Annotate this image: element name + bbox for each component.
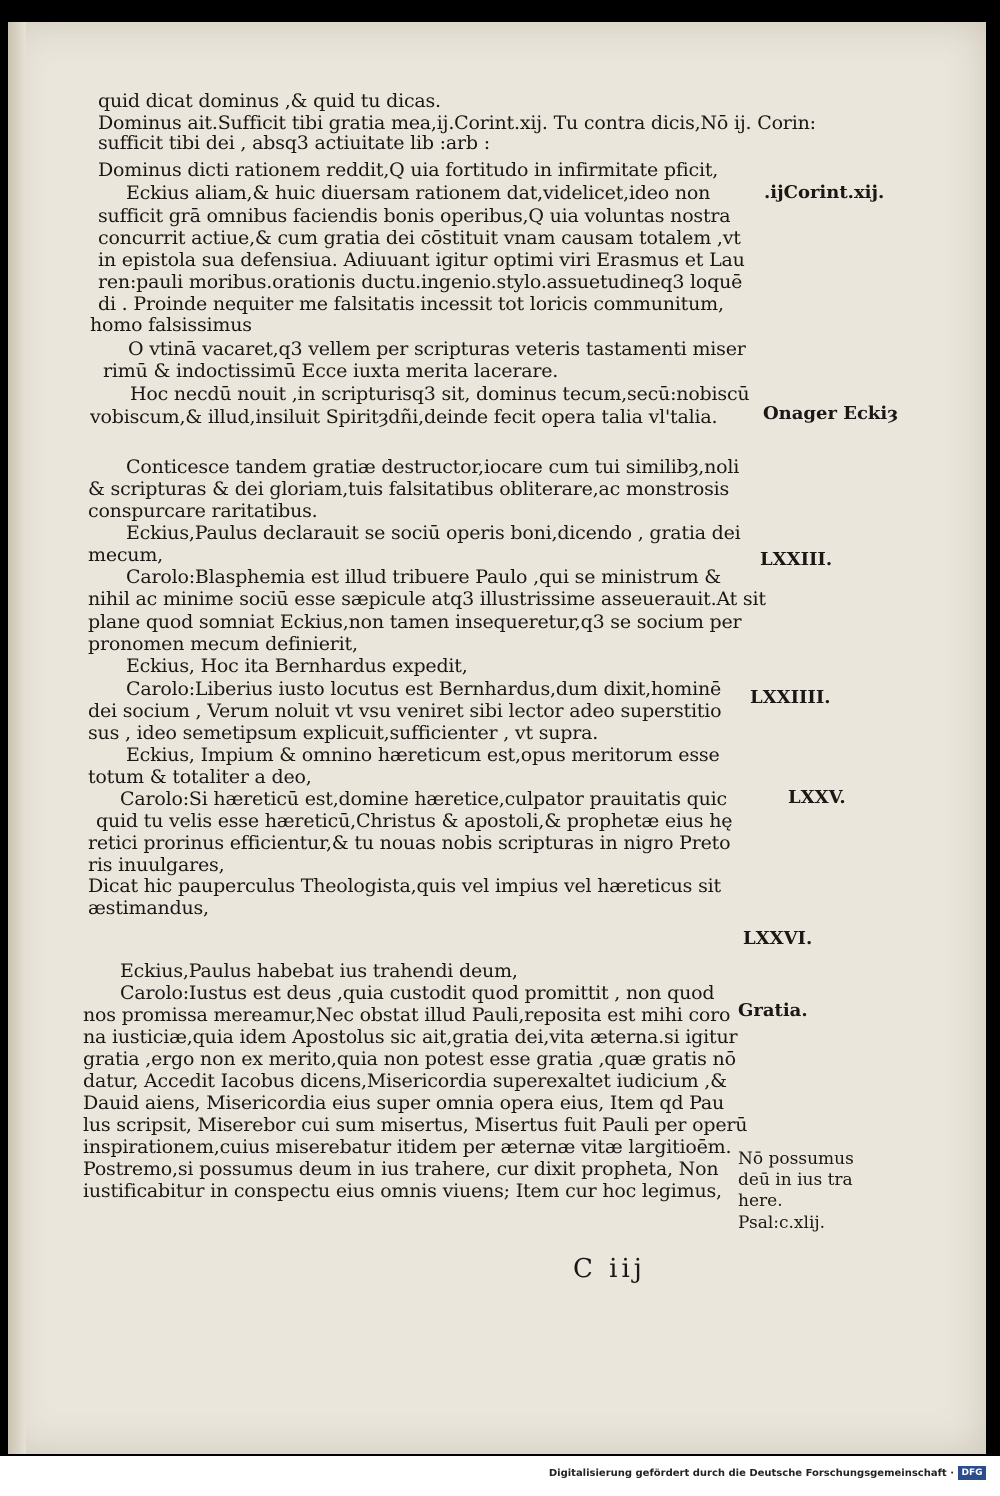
text-line: ren:pauli moribus.orationis ductu.ingenio.stylo.assuetudineq3 loquē bbox=[98, 271, 743, 293]
text-line: plane quod somniat Eckius,non tamen insequeretur,q3 se socium per bbox=[88, 611, 742, 633]
text-line: gratia ,ergo non ex merito,quia non potest esse gratia ,quæ gratis nō bbox=[83, 1048, 736, 1070]
margin-note: here. bbox=[738, 1191, 783, 1211]
text-line: Dominus ait.Sufficit tibi gratia mea,ij.Corint.xij. Tu contra dicis,Nō ij. Corin: bbox=[98, 112, 816, 134]
book-page bbox=[8, 22, 986, 1454]
text-line: Eckius,Paulus habebat ius trahendi deum, bbox=[120, 960, 518, 982]
margin-note: .ijCorint.xij. bbox=[764, 182, 885, 203]
text-line: totum & totaliter a deo, bbox=[88, 766, 312, 788]
margin-note: LXXVI. bbox=[743, 928, 813, 949]
text-line: & scripturas & dei gloriam,tuis falsitatibus obliterare,ac monstrosis bbox=[88, 478, 730, 500]
text-line: nihil ac minime sociū esse sæpicule atq3 illustrissime asseuerauit.At sit bbox=[88, 588, 766, 610]
margin-note: deū in ius tra bbox=[738, 1170, 853, 1190]
text-line: Dicat hic pauperculus Theologista,quis vel impius vel hæreticus sit bbox=[88, 875, 721, 897]
text-line: Carolo:Blasphemia est illud tribuere Paulo ,qui se ministrum & bbox=[126, 566, 721, 588]
text-line: pronomen mecum definierit, bbox=[88, 633, 358, 655]
text-line: ris inuulgares, bbox=[88, 854, 225, 876]
text-line: Postremo,si possumus deum in ius trahere, cur dixit propheta, Non bbox=[83, 1158, 719, 1180]
text-line: iustificabitur in conspectu eius omnis viuens; Item cur hoc legimus, bbox=[83, 1180, 722, 1202]
text-line: nos promissa mereamur,Nec obstat illud Pauli,reposita est mihi coro bbox=[83, 1004, 731, 1026]
text-line: Carolo:Si hæreticū est,domine hæretice,culpator prauitatis quic bbox=[120, 788, 727, 810]
text-line: rimū & indoctissimū Ecce iuxta merita lacerare. bbox=[103, 360, 559, 382]
text-line: quid dicat dominus ,& quid tu dicas. bbox=[98, 90, 441, 112]
text-line: Eckius,Paulus declarauit se sociū operis boni,dicendo , gratia dei bbox=[126, 522, 741, 544]
text-line: concurrit actiue,& cum gratia dei cōstituit vnam causam totalem ,vt bbox=[98, 227, 741, 249]
text-line: Eckius aliam,& huic diuersam rationem dat,videlicet,ideo non bbox=[126, 182, 711, 204]
dfg-logo: DFG bbox=[958, 1466, 986, 1480]
signature-mark: C iij bbox=[573, 1254, 646, 1284]
text-line: vobiscum,& illud,insiluit Spiritȝdñi,deinde fecit opera talia vl'talia. bbox=[90, 406, 718, 428]
text-line: dei socium , Verum noluit vt vsu veniret sibi lector adeo superstitio bbox=[88, 700, 722, 722]
footer-bar bbox=[0, 1456, 1000, 1496]
text-line: Dominus dicti rationem reddit,Q uia fortitudo in infirmitate pficit, bbox=[98, 159, 719, 181]
text-line: na iusticiæ,quia idem Apostolus sic ait,gratia dei,vita æterna.si igitur bbox=[83, 1026, 738, 1048]
text-line: di . Proinde nequiter me falsitatis incessit tot loricis communitum, bbox=[98, 293, 724, 315]
text-line: Eckius, Hoc ita Bernhardus expedit, bbox=[126, 655, 468, 677]
text-line: Hoc necdū nouit ,in scripturisq3 sit, dominus tecum,secū:nobiscū bbox=[130, 383, 750, 405]
margin-note: Nō possumus bbox=[738, 1149, 854, 1169]
text-line: sufficit tibi dei , absq3 actiuitate lib :arb : bbox=[98, 132, 490, 154]
text-line: in epistola sua defensiua. Adiuuant igitur optimi viri Erasmus et Lau bbox=[98, 249, 745, 271]
text-line: datur, Accedit Iacobus dicens,Misericordia superexaltet iudicium ,& bbox=[83, 1070, 727, 1092]
text-line: quid tu velis esse hæreticū,Christus & apostoli,& prophetæ eius hę bbox=[96, 810, 733, 832]
margin-note: Onager Eckiȝ bbox=[763, 403, 899, 424]
text-line: lus scripsit, Miserebor cui sum misertus, Misertus fuit Pauli per operū bbox=[83, 1114, 748, 1136]
text-line: Carolo:Liberius iusto locutus est Bernhardus,dum dixit,hominē bbox=[126, 678, 722, 700]
text-line: sufficit grā omnibus faciendis bonis operibus,Q uia voluntas nostra bbox=[98, 205, 731, 227]
margin-note: LXXIIII. bbox=[750, 687, 831, 708]
text-line: mecum, bbox=[88, 544, 163, 566]
text-line: Eckius, Impium & omnino hæreticum est,opus meritorum esse bbox=[126, 744, 720, 766]
text-line: retici prorinus efficientur,& tu nouas nobis scripturas in nigro Preto bbox=[88, 832, 731, 854]
text-line: homo falsissimus bbox=[90, 314, 252, 336]
text-line: Carolo:Iustus est deus ,quia custodit quod promittit , non quod bbox=[120, 982, 715, 1004]
text-line: O vtinā vacaret,q3 vellem per scripturas veteris tastamenti miser bbox=[128, 338, 746, 360]
margin-note: LXXIII. bbox=[760, 549, 833, 570]
margin-note: Psal:c.xlij. bbox=[738, 1213, 826, 1233]
text-line: conspurcare raritatibus. bbox=[88, 500, 318, 522]
text-line: sus , ideo semetipsum explicuit,sufficienter , vt supra. bbox=[88, 722, 599, 744]
body-text bbox=[8, 22, 986, 1454]
footer-credit: Digitalisierung gefördert durch die Deutsche Forschungsgemeinschaft · bbox=[548, 1468, 954, 1479]
text-line: Conticesce tandem gratiæ destructor,iocare cum tui similibȝ,noli bbox=[126, 456, 740, 478]
margin-note: Gratia. bbox=[738, 1000, 808, 1021]
text-line: æstimandus, bbox=[88, 897, 209, 919]
margin-note: LXXV. bbox=[788, 787, 846, 808]
text-line: inspirationem,cuius miserebatur itidem per æternæ vitæ largitioēm. bbox=[83, 1136, 732, 1158]
text-line: Dauid aiens, Misericordia eius super omnia opera eius, Item qd Pau bbox=[83, 1092, 725, 1114]
